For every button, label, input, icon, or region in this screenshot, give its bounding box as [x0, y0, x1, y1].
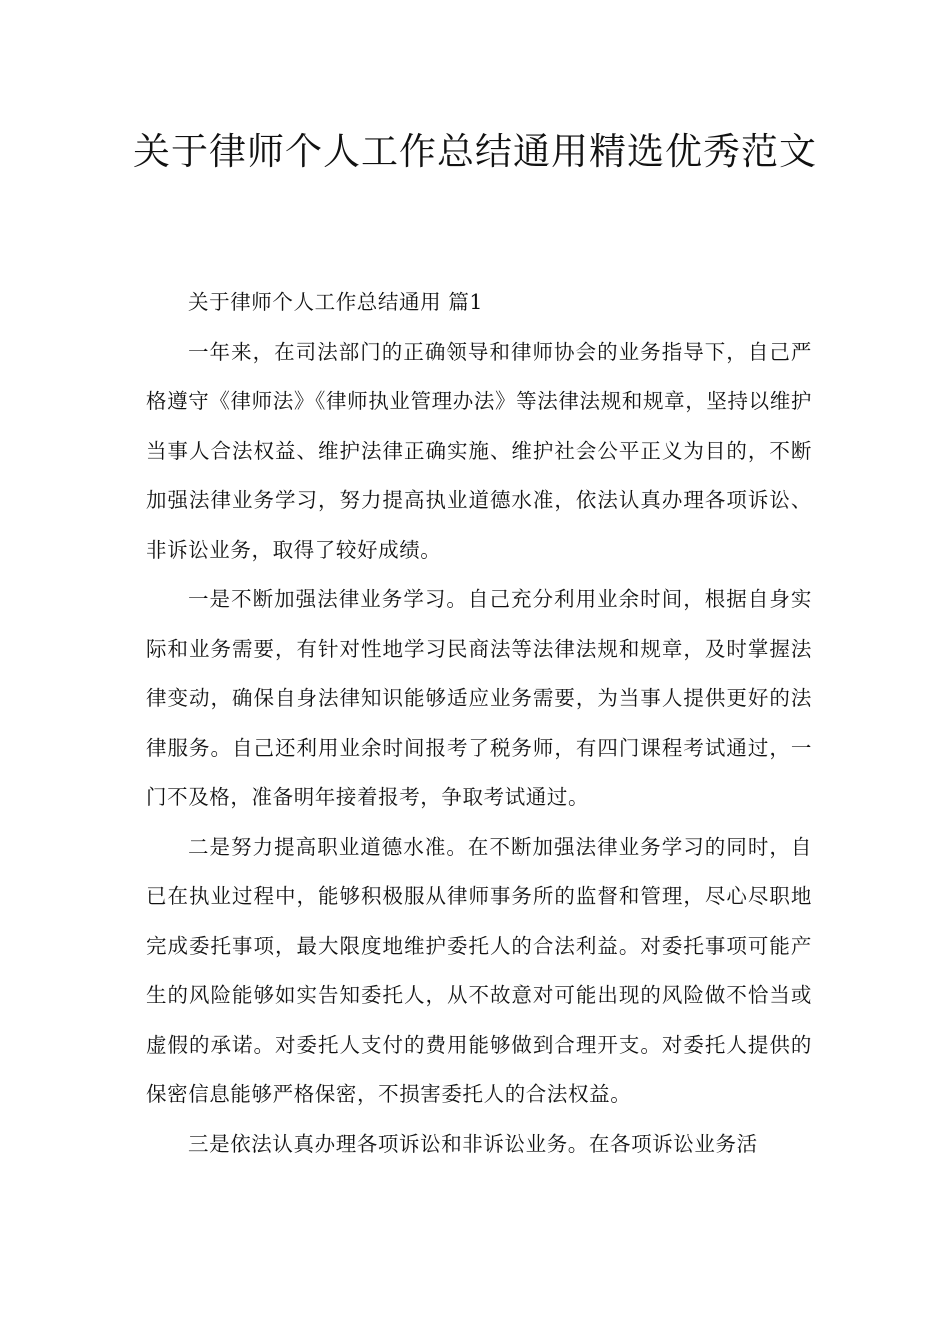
- paragraph: 二是努力提高职业道德水准。在不断加强法律业务学习的同时，自已在执业过程中，能够积极服从律师事务所的监督和管理，尽心尽职地完成委托事项，最大限度地维护委托人的合法利益。对委托事项可能产生的风险能够如实告知委托人，从不故意对可能出现的风险做不恰当或虚假的承诺。对委托人支付的费用能够做到合理开支。对委托人提供的保密信息能够严格保密，不损害委托人的合法权益。: [146, 834, 812, 1106]
- section-heading: 关于律师个人工作总结通用 篇1: [188, 290, 484, 314]
- paragraph: 三是依法认真办理各项诉讼和非诉讼业务。在各项诉讼业务活: [188, 1131, 758, 1156]
- document-title: 关于律师个人工作总结通用精选优秀范文: [133, 130, 817, 173]
- paragraph: 一年来，在司法部门的正确领导和律师协会的业务指导下，自己严格遵守《律师法》《律师执业管理办法》等法律法规和规章，坚持以维护当事人合法权益、维护法律正确实施、维护社会公平正义为目的，不断加强法律业务学习，努力提高执业道德水准，依法认真办理各项诉讼、非诉讼业务，取得了较好成绩。: [146, 339, 812, 562]
- document-body: [146, 278, 812, 1169]
- paragraph: 一是不断加强法律业务学习。自己充分利用业余时间，根据自身实际和业务需要，有针对性地学习民商法等法律法规和规章，及时掌握法律变动，确保自身法律知识能够适应业务需要，为当事人提供更好的法律服务。自己还利用业余时间报考了税务师，有四门课程考试通过，一门不及格，准备明年接着报考，争取考试通过。: [146, 587, 812, 809]
